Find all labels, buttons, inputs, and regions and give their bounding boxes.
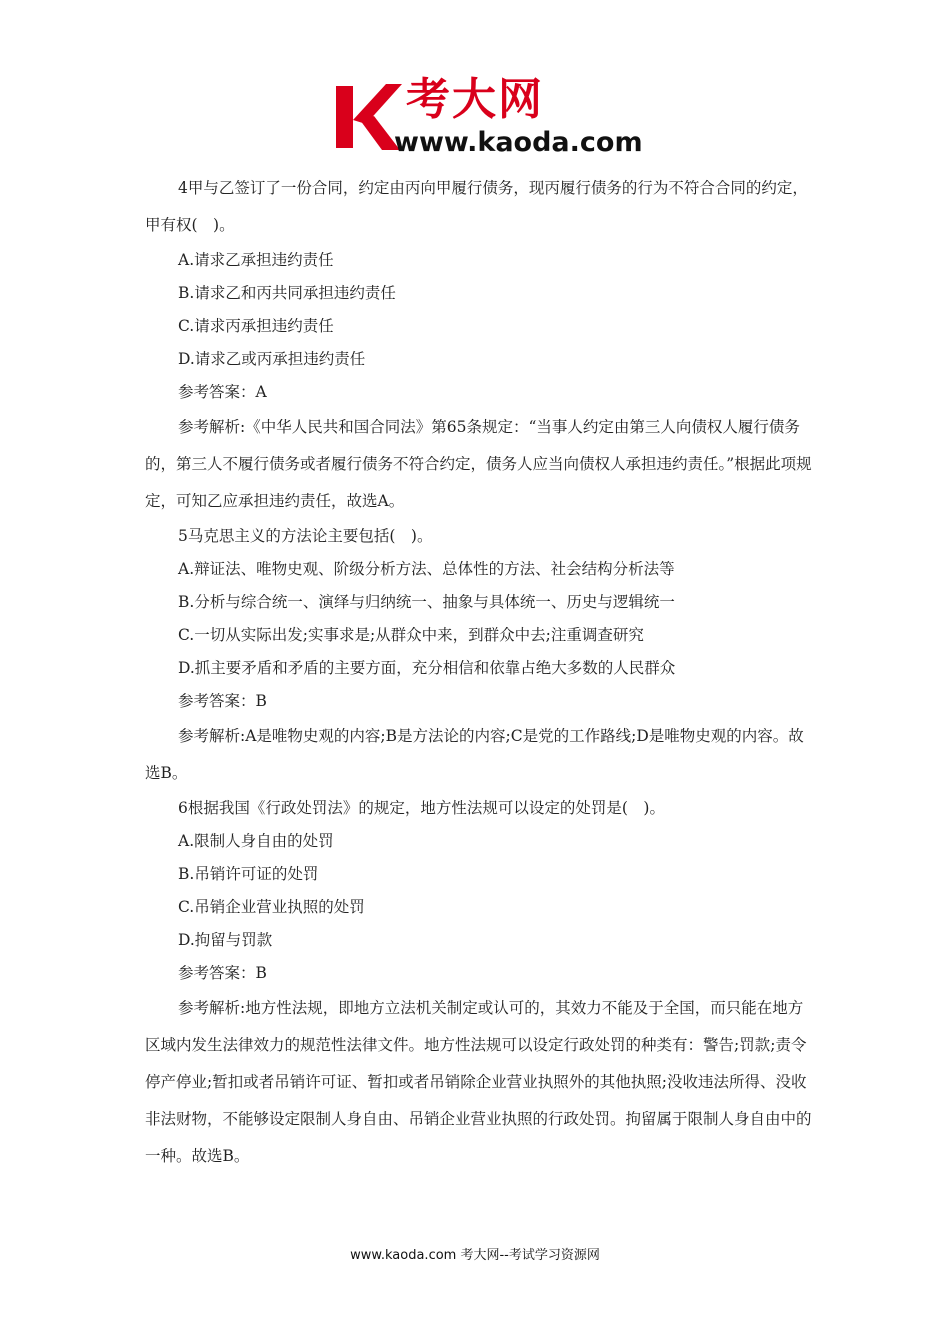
- question-4: 4甲与乙签订了一份合同，约定由丙向甲履行债务，现丙履行债务的行为不符合合同的约定，甲有权( )。: [145, 179, 808, 234]
- option-b: B.吊销许可证的处罚: [178, 865, 319, 883]
- kaoda-logo: [334, 74, 654, 164]
- option-d: D.抓主要矛盾和矛盾的主要方面，充分相信和依靠占绝大多数的人民群众: [178, 659, 676, 677]
- option-d: D.拘留与罚款: [178, 931, 273, 949]
- question-6: 6根据我国《行政处罚法》的规定，地方性法规可以设定的处罚是( )。: [178, 799, 665, 817]
- answer: 参考答案：B: [178, 692, 267, 710]
- option-c: C.一切从实际出发;实事求是;从群众中来，到群众中去;注重调查研究: [178, 626, 644, 644]
- logo-url: www.kaoda.com: [394, 127, 643, 158]
- option-b: B.请求乙和丙共同承担违约责任: [178, 284, 396, 302]
- answer: 参考答案：B: [178, 964, 267, 982]
- explanation: 参考解析:《中华人民共和国合同法》第65条规定：“当事人约定由第三人向债权人履行债务的，第三人不履行债务或者履行债务不符合约定，债务人应当向债权人承担违约责任。”根据此项规定，可知乙应承担违约责任，故选A。: [145, 418, 812, 510]
- footer-text: www.kaoda.com 考大网--考试学习资源网: [350, 1248, 600, 1263]
- option-a: A.辩证法、唯物史观、阶级分析方法、总体性的方法、社会结构分析法等: [178, 560, 675, 578]
- answer: 参考答案：A: [178, 383, 267, 401]
- option-c: C.吊销企业营业执照的处罚: [178, 898, 365, 916]
- option-a: A.请求乙承担违约责任: [178, 251, 334, 269]
- question-5: 5马克思主义的方法论主要包括( )。: [178, 527, 433, 545]
- option-c: C.请求丙承担违约责任: [178, 317, 334, 335]
- option-d: D.请求乙或丙承担违约责任: [178, 350, 366, 368]
- option-b: B.分析与综合统一、演绎与归纳统一、抽象与具体统一、历史与逻辑统一: [178, 593, 675, 611]
- explanation: 参考解析:A是唯物史观的内容;B是方法论的内容;C是党的工作路线;D是唯物史观的内容。故选B。: [145, 727, 804, 782]
- explanation: 参考解析:地方性法规，即地方立法机关制定或认可的，其效力不能及于全国，而只能在地方区域内发生法律效力的规范性法律文件。地方性法规可以设定行政处罚的种类有：警告;罚款;责令停产停业;暂扣或者吊销许可证、暂扣或者吊销除企业营业执照外的其他执照;没收违法所得、没收非法财物，不能够设定限制人身自由、吊销企业营业执照的行政处罚。拘留属于限制人身自由中的一种。故选B。: [145, 999, 812, 1165]
- document-body: [145, 170, 815, 1175]
- option-a: A.限制人身自由的处罚: [178, 832, 334, 850]
- logo-title: 考大网: [406, 74, 544, 125]
